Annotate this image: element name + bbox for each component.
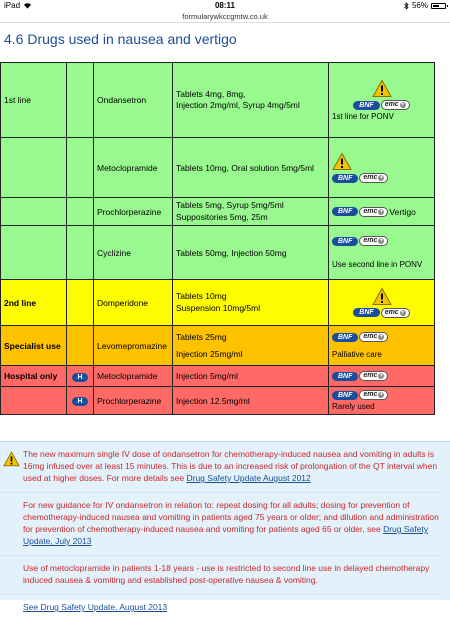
plus-icon: + <box>379 334 384 341</box>
address-bar[interactable] <box>0 11 450 23</box>
emc-label: emc <box>384 101 399 108</box>
battery-icon <box>431 3 446 9</box>
drug-cell[interactable] <box>94 366 173 387</box>
plus-icon: + <box>400 309 405 316</box>
line-cell <box>1 63 67 138</box>
note-text: 1st line for PONV <box>332 112 394 121</box>
drug-cell[interactable] <box>94 326 173 366</box>
icon-cell <box>67 280 94 326</box>
formulation-cell: Tablets 25mg Injection 25mg/ml <box>173 326 329 366</box>
links-cell <box>329 63 435 138</box>
reference-links <box>332 236 388 246</box>
table-row <box>1 366 435 387</box>
plus-icon: + <box>379 238 384 245</box>
drug-cell[interactable] <box>94 387 173 415</box>
emc-label: emc <box>363 391 378 399</box>
line-label: Specialist use <box>4 340 61 351</box>
emc-link[interactable] <box>359 173 388 183</box>
url-text: formularywkccgmtw.co.uk <box>182 12 268 21</box>
safety-notice <box>0 441 450 612</box>
formulation-cell: Tablets 5mg, Syrup 5mg/5ml Suppositories 5mg, 25m <box>173 198 329 226</box>
table-row <box>1 138 435 198</box>
note-text: Use second line in PONV <box>332 260 423 270</box>
plus-icon: + <box>379 175 384 182</box>
reference-links <box>332 390 388 400</box>
bnf-link[interactable]: BNF <box>332 391 358 400</box>
bnf-link[interactable]: BNF <box>332 207 358 216</box>
drug-table <box>0 62 434 415</box>
formulation-cell: Injection 12.5mg/ml <box>173 387 329 415</box>
emc-label: emc <box>363 207 378 215</box>
reference-links <box>332 207 416 217</box>
wifi-icon <box>23 2 32 9</box>
battery-fill <box>433 5 439 7</box>
bnf-link[interactable]: BNF <box>332 333 358 342</box>
battery-percent: 56% <box>411 1 428 10</box>
drug-name[interactable]: Levomepromazine <box>97 340 167 351</box>
formulation-cell: Tablets 4mg, 8mg, Injection 2mg/ml, Syrup 4mg/5ml <box>173 63 329 138</box>
drug-cell[interactable] <box>94 198 173 226</box>
icon-cell <box>67 326 94 366</box>
links-cell <box>329 226 435 280</box>
drug-name[interactable]: Cyclizine <box>97 247 132 258</box>
see-update-notice <box>23 601 444 613</box>
reference-links <box>332 371 388 381</box>
emc-label: emc <box>363 333 378 341</box>
page-title: 4.6 Drugs used in nausea and vertigo <box>4 31 237 47</box>
divider <box>0 492 444 493</box>
plus-icon: + <box>400 102 405 108</box>
line-cell <box>1 326 67 366</box>
metoclopramide-notice: Use of metoclopramide in patients 1-18 years - use is restricted to second line use in delayed chemotherapy induced nausea & vomiting and established post-operative nausea & vomiting. <box>23 563 430 585</box>
emc-label: emc <box>363 174 378 182</box>
notice-text: For new guidance for IV ondansetron in relation to: repeat dosing for all adults; dosing for prevention of chemotherapy-induced nausea and vomiting in patients aged 75 years or older; and dilution and administration for prevention of chemotherapy-induced nausea and vomiting for patients aged 65 or older, see <box>23 500 439 534</box>
links-cell <box>329 326 435 366</box>
reference-links <box>332 308 431 318</box>
line-label: Hospital only <box>4 371 58 381</box>
clock: 08:11 <box>214 1 236 10</box>
reference-links <box>332 173 388 183</box>
device-label: iPad <box>4 1 21 10</box>
drug-cell[interactable] <box>94 226 173 280</box>
table-row <box>1 63 435 138</box>
links-cell <box>329 387 435 415</box>
warning-icon[interactable] <box>372 287 392 306</box>
icon-cell <box>67 63 94 138</box>
emc-link[interactable] <box>359 390 388 400</box>
divider <box>0 555 444 556</box>
warning-icon[interactable] <box>372 79 392 98</box>
links-cell <box>329 198 435 226</box>
emc-link[interactable] <box>381 308 410 318</box>
links-cell <box>329 366 435 387</box>
drug-name[interactable]: Metoclopramide <box>97 371 158 381</box>
plus-icon: + <box>379 208 384 215</box>
warning-icon[interactable] <box>332 152 352 171</box>
emc-link[interactable] <box>359 236 388 246</box>
bnf-link[interactable]: BNF <box>353 101 379 110</box>
drug-safety-link-jul-2013[interactable]: Drug Safety Update, July 2013 <box>23 524 428 546</box>
drug-safety-link-aug-2013[interactable]: See Drug Safety Update, August 2013 <box>23 602 168 612</box>
drug-cell[interactable] <box>94 138 173 198</box>
drug-safety-link-aug-2012[interactable]: Drug Safety Update August 2012 <box>186 473 311 483</box>
icon-cell <box>67 387 94 415</box>
icon-cell <box>67 198 94 226</box>
line-cell <box>1 387 67 415</box>
bnf-link[interactable]: BNF <box>332 174 358 183</box>
line-cell <box>1 226 67 280</box>
links-cell <box>329 138 435 198</box>
table-row <box>1 326 435 366</box>
drug-cell[interactable] <box>94 280 173 326</box>
emc-label: emc <box>384 308 399 316</box>
table-row <box>1 387 435 415</box>
formulation-cell: Tablets 10mg, Oral solution 5mg/5ml <box>173 138 329 198</box>
links-cell <box>329 280 435 326</box>
table-row <box>1 226 435 280</box>
emc-link[interactable] <box>359 332 388 342</box>
hospital-icon: H <box>72 397 87 406</box>
bnf-link[interactable]: BNF <box>332 372 358 381</box>
drug-name[interactable]: Domperidone <box>97 297 149 308</box>
bnf-link[interactable]: BNF <box>353 308 379 317</box>
line-label: 2nd line <box>4 297 37 308</box>
line-label: 1st line <box>4 95 31 105</box>
hospital-icon: H <box>72 373 87 382</box>
formulation-cell: Tablets 50mg, Injection 50mg <box>173 226 329 280</box>
drug-name[interactable]: Metoclopramide <box>97 162 158 173</box>
icon-cell <box>67 366 94 387</box>
reference-links <box>332 332 388 342</box>
bnf-link[interactable]: BNF <box>332 237 358 246</box>
notice-text: The new maximum single IV dose of ondansetron for chemotherapy-induced nausea and vomiting in adults is 16mg infused over at least 15 minutes. This is due to an increased risk of prolongation of the QT interval when used at higher doses. For more details see <box>23 449 438 483</box>
note-text: Rarely used <box>332 402 375 412</box>
note-text: Palliative care <box>332 350 382 360</box>
table-row <box>1 198 435 226</box>
warning-icon <box>3 451 20 467</box>
emc-link[interactable] <box>359 207 388 217</box>
emc-link[interactable] <box>359 371 388 381</box>
table-row <box>1 280 435 326</box>
ondansetron-notice <box>23 448 444 484</box>
emc-label: emc <box>363 372 378 380</box>
note-text: Vertigo <box>389 206 416 217</box>
drug-name[interactable]: Ondansetron <box>97 95 147 105</box>
emc-link[interactable] <box>381 100 410 110</box>
ondansetron-guidance-notice <box>23 499 444 547</box>
formulation-cell: Injection 5mg/ml <box>173 366 329 387</box>
line-cell <box>1 280 67 326</box>
divider <box>0 594 444 595</box>
drug-name[interactable]: Prochlorperazine <box>97 395 162 406</box>
line-cell <box>1 366 67 387</box>
status-bar <box>0 0 450 11</box>
reference-links <box>332 100 431 110</box>
emc-label: emc <box>363 237 378 245</box>
drug-name[interactable]: Prochlorperazine <box>97 206 162 217</box>
icon-cell <box>67 226 94 280</box>
line-cell <box>1 138 67 198</box>
formulation-cell: Tablets 10mg Suspension 10mg/5ml <box>173 280 329 326</box>
bluetooth-icon <box>404 2 409 10</box>
drug-cell[interactable] <box>94 63 173 138</box>
plus-icon: + <box>379 373 384 380</box>
line-cell <box>1 198 67 226</box>
icon-cell <box>67 138 94 198</box>
plus-icon: + <box>379 392 384 399</box>
